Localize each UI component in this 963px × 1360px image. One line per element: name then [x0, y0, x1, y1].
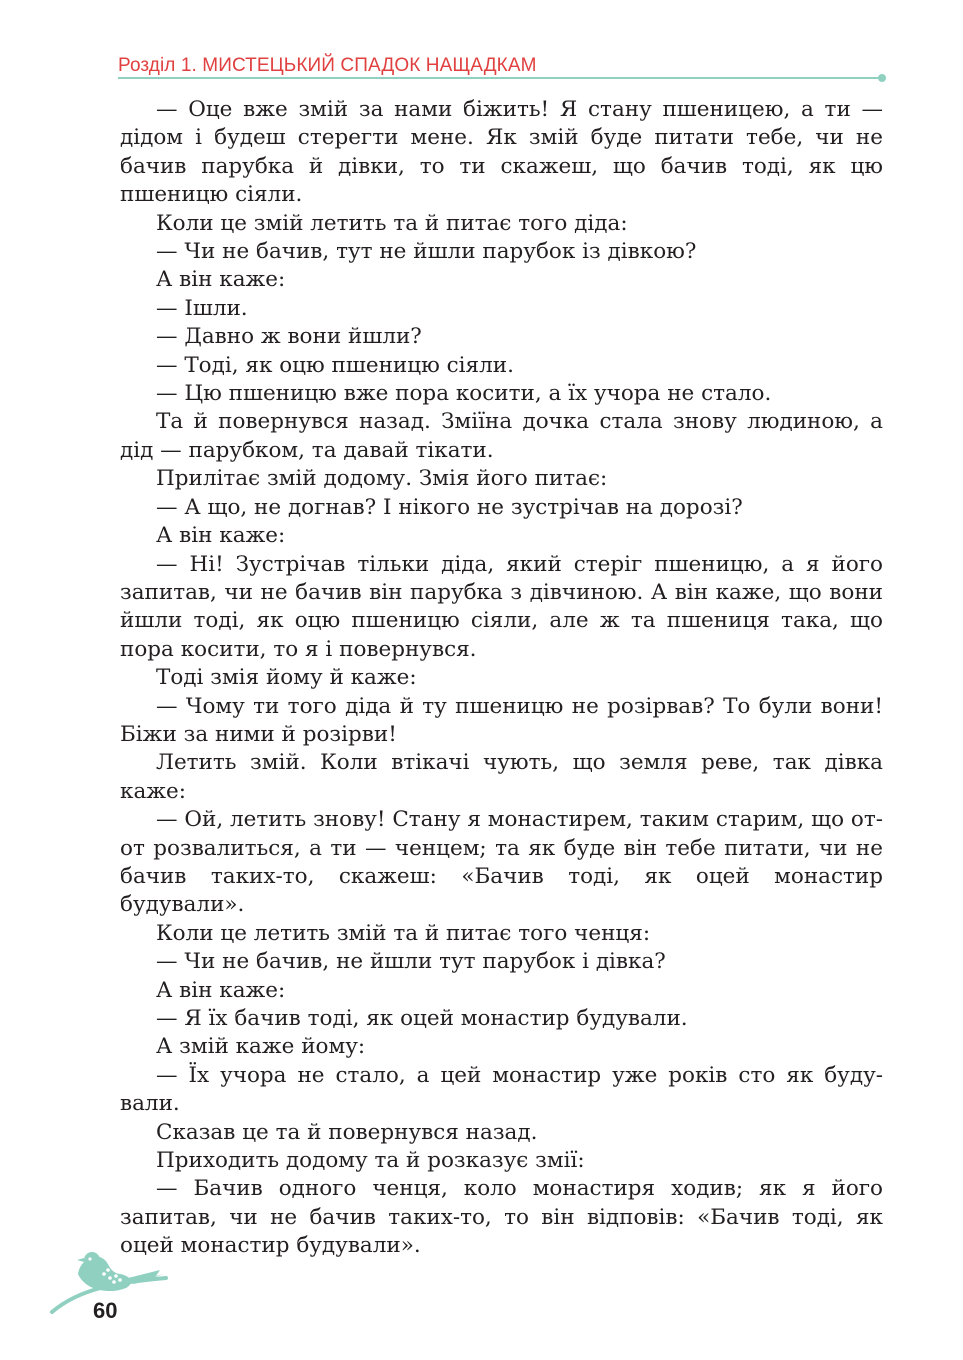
paragraph: Та й повернувся назад. Зміїна дочка стала знову людиною, а дід — парубком, та давай тікати.	[120, 409, 883, 463]
paragraph: Приходить додому та й розказує змії:	[156, 1148, 585, 1174]
paragraph: Летить змій. Коли втікачі чують, що земля реве, так дівка каже:	[120, 750, 883, 804]
paragraph: — Тоді, як оцю пшеницю сіяли.	[156, 352, 514, 378]
paragraph: — Оце вже змій за нами біжить! Я стану пшеницею, а ти — дідом і будеш стерегти мене. Як змій буде питати тебе, чи не бачив парубка й дівки, то ти скажеш, що бачив тоді, як цю пшеницю сіяли.	[120, 97, 883, 208]
paragraph: — Я їх бачив тоді, як оцей монастир будували.	[156, 1006, 688, 1031]
paragraph: — Давно ж вони йшли?	[156, 324, 422, 350]
paragraph: — Чому ти того діда й ту пшеницю не розірвав? То були вони! Біжи за ними й розірви!	[120, 693, 883, 747]
paragraph: Прилітає змій додому. Змія його питає:	[156, 466, 608, 492]
paragraph: — Їх учора не стало, а цей монастир уже років сто як буду-вали.	[120, 1062, 883, 1117]
paragraph: А він каже:	[156, 523, 286, 549]
paragraph: Коли це летить змій та й питає того ченця:	[156, 920, 651, 946]
header-divider-dot	[878, 74, 886, 82]
paragraph: — Цю пшеницю вже пора косити, а їх учора не стало.	[156, 381, 772, 407]
paragraph: — Ой, летить знову! Стану я монастирем, таким старим, що от-от розвалиться, а ти — ченцем; та як буде він тебе питати, чи не бачив таких-то, скажеш: «Бачив тоді, як оцей монастир будували».	[120, 807, 883, 918]
paragraph: — Ішли.	[156, 295, 248, 321]
paragraph: Тоді змія йому й каже:	[156, 665, 417, 691]
header-divider	[118, 77, 882, 79]
paragraph: — Чи не бачив, тут не йшли парубок із дівкою?	[156, 239, 697, 265]
paragraph: — Бачив одного ченця, коло монастиря ходив; як я його запитав, чи не бачив таких-то, то він відповів: «Бачив тоді, як оцей монастир будували».	[120, 1176, 883, 1259]
paragraph: Сказав це та й повернувся назад.	[156, 1119, 538, 1145]
paragraph: А він каже:	[156, 267, 286, 293]
paragraph: А змій каже йому:	[156, 1034, 366, 1060]
paragraph: — Чи не бачив, не йшли тут парубок і дівка?	[156, 949, 666, 975]
body-text	[120, 96, 883, 1261]
page-number: 60	[93, 1298, 118, 1323]
paragraph: А він каже:	[156, 977, 286, 1003]
section-header: Розділ 1. МИСТЕЦЬКИЙ СПАДОК НАЩАДКАМ	[118, 55, 537, 76]
paragraph: — А що, не догнав? І нікого не зустрічав на дорозі?	[156, 494, 743, 520]
paragraph: — Ні! Зустрічав тільки діда, який стеріг пшеницю, а я його запитав, чи не бачив він парубка з дівчиною. А він каже, що вони йшли тоді, як оцю пшеницю сіяли, але ж та пшениця така, що пора косити, то я і повернувся.	[120, 551, 883, 662]
paragraph: Коли це змій летить та й питає того діда:	[156, 210, 628, 236]
